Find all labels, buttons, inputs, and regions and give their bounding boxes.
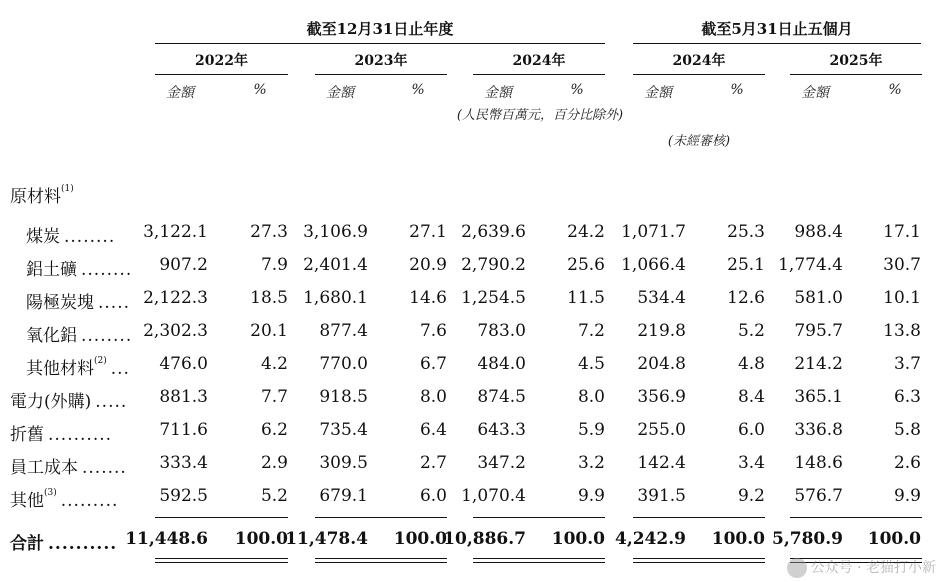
amount-cell: 391.5	[637, 486, 686, 506]
amount-cell: 534.4	[637, 288, 686, 308]
subtotal-rule	[633, 517, 765, 518]
total-percent-cell: 100.0	[867, 529, 921, 549]
amount-cell: 356.9	[637, 387, 686, 407]
footnote-marker: (1)	[61, 184, 74, 194]
subtotal-rule	[790, 517, 922, 518]
row-label-text: 員工成本	[10, 458, 78, 478]
amount-cell: 219.8	[637, 321, 686, 341]
total-amount-cell: 11,478.4	[285, 529, 368, 549]
amount-cell: 1,774.4	[778, 255, 843, 275]
percent-cell: 8.0	[577, 387, 605, 407]
amount-cell: 2,302.3	[143, 321, 208, 341]
percent-cell: 2.9	[260, 453, 288, 473]
percent-cell: 3.4	[737, 453, 765, 473]
percent-cell: 6.3	[893, 387, 921, 407]
percent-header-2023: %	[411, 82, 425, 98]
amount-cell: 142.4	[637, 453, 686, 473]
total-amount-cell: 5,780.9	[772, 529, 843, 549]
row-label	[10, 387, 127, 412]
percent-cell: 5.8	[893, 420, 921, 440]
amount-cell: 643.3	[477, 420, 526, 440]
percent-cell: 5.9	[577, 420, 605, 440]
percent-cell: 9.9	[577, 486, 605, 506]
row-label	[10, 486, 118, 511]
leader-dots: ...	[110, 359, 130, 379]
percent-cell: 20.1	[250, 321, 288, 341]
total-percent-cell: 100.0	[551, 529, 605, 549]
total-amount-cell: 10,886.7	[443, 529, 526, 549]
row-label	[26, 354, 130, 379]
year-header-2022: 2022年	[195, 53, 248, 69]
group-header-full-year: 截至12月31日止年度	[306, 20, 454, 38]
subtotal-rule	[155, 517, 288, 518]
total-percent-cell: 100.0	[711, 529, 765, 549]
percent-cell: 5.2	[737, 321, 765, 341]
row-label-text: 煤炭	[26, 227, 60, 247]
row-label-text: 鋁土礦	[26, 260, 77, 280]
amount-cell: 1,071.7	[621, 222, 686, 242]
percent-cell: 3.2	[577, 453, 605, 473]
percent-cell: 3.7	[893, 354, 921, 374]
row-label	[26, 255, 132, 280]
percent-cell: 27.1	[409, 222, 447, 242]
footnote-marker: (3)	[44, 488, 57, 498]
total-double-rule	[315, 558, 447, 559]
percent-cell: 5.2	[260, 486, 288, 506]
amount-header-2023: 金額	[326, 85, 354, 101]
row-label-text: 原材料	[10, 187, 61, 207]
total-double-rule	[473, 562, 605, 563]
percent-cell: 25.1	[727, 255, 765, 275]
amount-cell: 347.2	[477, 453, 526, 473]
amount-cell: 576.7	[794, 486, 843, 506]
percent-cell: 30.7	[883, 255, 921, 275]
row-label	[10, 182, 74, 207]
year-rule-2024-five-months	[633, 74, 765, 75]
percent-header-2022: %	[253, 82, 267, 98]
amount-cell: 1,070.4	[461, 486, 526, 506]
row-label-text: 其他材料	[26, 359, 94, 379]
percent-header-2025-five-months: %	[888, 82, 902, 98]
percent-cell: 6.2	[260, 420, 288, 440]
percent-cell: 27.3	[250, 222, 288, 242]
leader-dots: ........	[81, 260, 133, 280]
leader-dots: ..........	[48, 534, 118, 554]
amount-cell: 2,639.6	[461, 222, 526, 242]
watermark-text: 公众号 · 老猫打小新	[810, 560, 936, 576]
year-header-2024: 2024年	[512, 53, 566, 69]
leader-dots: ........	[64, 227, 116, 247]
amount-cell: 476.0	[159, 354, 208, 374]
total-percent-cell: 100.0	[234, 529, 288, 549]
leader-dots: .....	[95, 392, 128, 412]
total-double-rule	[315, 562, 447, 563]
row-label	[26, 321, 132, 346]
amount-cell: 2,790.2	[461, 255, 526, 275]
amount-cell: 592.5	[159, 486, 208, 506]
total-double-rule	[155, 562, 288, 563]
amount-cell: 1,680.1	[303, 288, 368, 308]
percent-header-2024-five-months: %	[730, 82, 744, 98]
row-label	[10, 453, 127, 478]
row-label	[26, 288, 130, 313]
amount-header-2024-five-months: 金額	[644, 85, 672, 101]
unit-note: (人民幣百萬元，百分比除外)	[456, 108, 624, 123]
leader-dots: .......	[82, 458, 127, 478]
percent-cell: 4.8	[737, 354, 765, 374]
percent-cell: 6.0	[737, 420, 765, 440]
group-rule-full-year	[155, 43, 605, 44]
percent-cell: 6.0	[419, 486, 447, 506]
percent-cell: 17.1	[883, 222, 921, 242]
percent-cell: 18.5	[250, 288, 288, 308]
row-label-text: 陽極炭塊	[26, 293, 94, 313]
total-amount-cell: 4,242.9	[615, 529, 686, 549]
year-rule-2023	[315, 74, 447, 75]
row-label	[10, 420, 112, 445]
percent-cell: 20.9	[409, 255, 447, 275]
percent-cell: 11.5	[567, 288, 605, 308]
amount-cell: 877.4	[319, 321, 368, 341]
total-double-rule	[633, 558, 765, 559]
percent-cell: 6.7	[419, 354, 447, 374]
amount-cell: 333.4	[159, 453, 208, 473]
amount-cell: 204.8	[637, 354, 686, 374]
year-rule-2024	[473, 74, 605, 75]
percent-cell: 14.6	[409, 288, 447, 308]
amount-cell: 2,122.3	[143, 288, 208, 308]
percent-cell: 24.2	[567, 222, 605, 242]
amount-header-2025-five-months: 金額	[801, 85, 829, 101]
amount-header-2022: 金額	[166, 85, 194, 101]
amount-cell: 918.5	[319, 387, 368, 407]
percent-cell: 4.2	[260, 354, 288, 374]
year-header-2023: 2023年	[354, 53, 408, 69]
leader-dots: ........	[81, 326, 133, 346]
percent-header-2024: %	[570, 82, 584, 98]
percent-cell: 2.6	[893, 453, 921, 473]
row-label-text: 折舊	[10, 425, 44, 445]
subtotal-rule	[473, 517, 605, 518]
percent-cell: 2.7	[419, 453, 447, 473]
amount-cell: 874.5	[477, 387, 526, 407]
amount-cell: 1,254.5	[461, 288, 526, 308]
row-label-text: 合計	[10, 534, 44, 554]
amount-cell: 881.3	[159, 387, 208, 407]
percent-cell: 8.4	[737, 387, 765, 407]
amount-cell: 484.0	[477, 354, 526, 374]
amount-header-2024: 金額	[484, 85, 512, 101]
amount-cell: 711.6	[159, 420, 208, 440]
total-amount-cell: 11,448.6	[125, 529, 208, 549]
row-label-text: 電力(外購)	[10, 392, 92, 412]
subtotal-rule	[315, 517, 447, 518]
amount-cell: 214.2	[794, 354, 843, 374]
amount-cell: 735.4	[319, 420, 368, 440]
amount-cell: 679.1	[319, 486, 368, 506]
row-label-text: 氧化鋁	[26, 326, 77, 346]
percent-cell: 9.2	[737, 486, 765, 506]
unaudited-note: (未經審核)	[667, 134, 731, 149]
watermark	[787, 557, 936, 578]
amount-cell: 795.7	[794, 321, 843, 341]
year-rule-2025-five-months	[790, 74, 922, 75]
amount-cell: 1,066.4	[621, 255, 686, 275]
percent-cell: 7.9	[260, 255, 288, 275]
amount-cell: 365.1	[794, 387, 843, 407]
amount-cell: 783.0	[477, 321, 526, 341]
amount-cell: 336.8	[794, 420, 843, 440]
percent-cell: 4.5	[577, 354, 605, 374]
percent-cell: 10.1	[883, 288, 921, 308]
footnote-marker: (2)	[94, 356, 107, 366]
percent-cell: 7.2	[577, 321, 605, 341]
amount-cell: 3,106.9	[303, 222, 368, 242]
amount-cell: 770.0	[319, 354, 368, 374]
leader-dots: .....	[98, 293, 131, 313]
amount-cell: 988.4	[794, 222, 843, 242]
amount-cell: 309.5	[319, 453, 368, 473]
percent-cell: 12.6	[727, 288, 765, 308]
leader-dots: ..........	[48, 425, 113, 445]
wechat-logo-icon	[787, 558, 807, 578]
row-label-text: 其他	[10, 491, 44, 511]
year-rule-2022	[155, 74, 288, 75]
amount-cell: 907.2	[159, 255, 208, 275]
amount-cell: 3,122.1	[143, 222, 208, 242]
percent-cell: 25.3	[727, 222, 765, 242]
leader-dots: .........	[60, 491, 119, 511]
year-header-2025-five-months: 2025年	[829, 53, 883, 69]
amount-cell: 255.0	[637, 420, 686, 440]
group-header-five-months: 截至5月31日止五個月	[701, 20, 853, 38]
year-header-2024-five-months: 2024年	[672, 53, 726, 69]
percent-cell: 9.9	[893, 486, 921, 506]
amount-cell: 581.0	[794, 288, 843, 308]
total-label	[10, 529, 117, 554]
percent-cell: 7.6	[419, 321, 447, 341]
row-label	[26, 222, 115, 247]
percent-cell: 8.0	[419, 387, 447, 407]
total-percent-cell: 100.0	[393, 529, 447, 549]
total-double-rule	[155, 558, 288, 559]
amount-cell: 2,401.4	[303, 255, 368, 275]
total-double-rule	[473, 558, 605, 559]
amount-cell: 148.6	[794, 453, 843, 473]
percent-cell: 6.4	[419, 420, 447, 440]
percent-cell: 7.7	[260, 387, 288, 407]
group-rule-five-months	[633, 43, 921, 44]
percent-cell: 13.8	[883, 321, 921, 341]
total-double-rule	[633, 562, 765, 563]
percent-cell: 25.6	[567, 255, 605, 275]
